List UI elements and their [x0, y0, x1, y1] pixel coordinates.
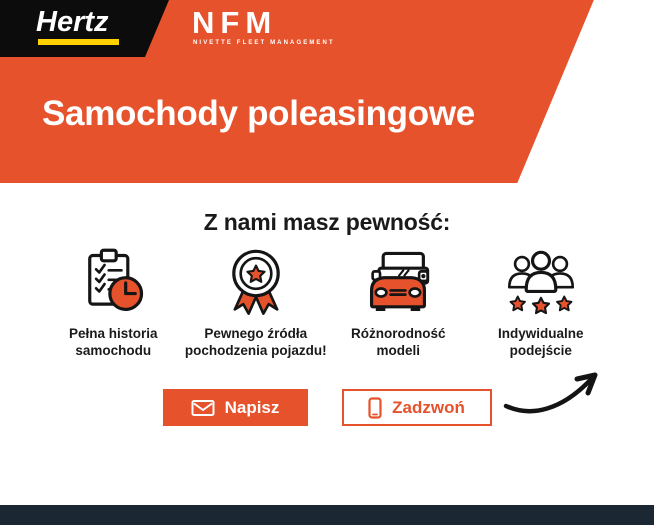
hertz-logo: Hertz	[36, 6, 109, 38]
section-heading: Z nami masz pewność:	[203, 209, 451, 235]
banner-title: Samochody poleasingowe	[42, 94, 475, 133]
write-button-label: Napisz	[224, 397, 280, 417]
feature-label: Indywidualne podejście	[497, 326, 584, 358]
feature-individual	[470, 246, 613, 359]
nfm-logo: NFM	[192, 5, 278, 40]
curved-arrow-icon	[496, 360, 616, 422]
feature-history	[42, 246, 185, 359]
footer-bar	[0, 505, 654, 525]
call-button-label: Zadzwoń	[392, 397, 465, 417]
feature-label: Pełna historia samochodu	[68, 326, 158, 358]
hertz-yellow-bar	[38, 39, 119, 45]
team-stars-icon	[503, 246, 579, 320]
write-button[interactable]	[163, 389, 308, 426]
feature-models	[327, 246, 470, 359]
envelope-icon	[191, 399, 215, 417]
clipboard-clock-icon	[75, 246, 151, 320]
nfm-logo-subtitle: NIVETTE FLEET MANAGEMENT	[193, 40, 335, 46]
feature-label: Pewnego źródła pochodzenia pojazdu!	[184, 326, 327, 358]
smartphone-icon	[368, 397, 382, 419]
feature-label: Różnorodność modeli	[351, 326, 446, 358]
medal-star-icon	[218, 246, 294, 320]
feature-origin	[185, 246, 328, 359]
cars-icon	[360, 246, 436, 320]
features-row	[42, 246, 612, 359]
call-button[interactable]	[342, 389, 492, 426]
